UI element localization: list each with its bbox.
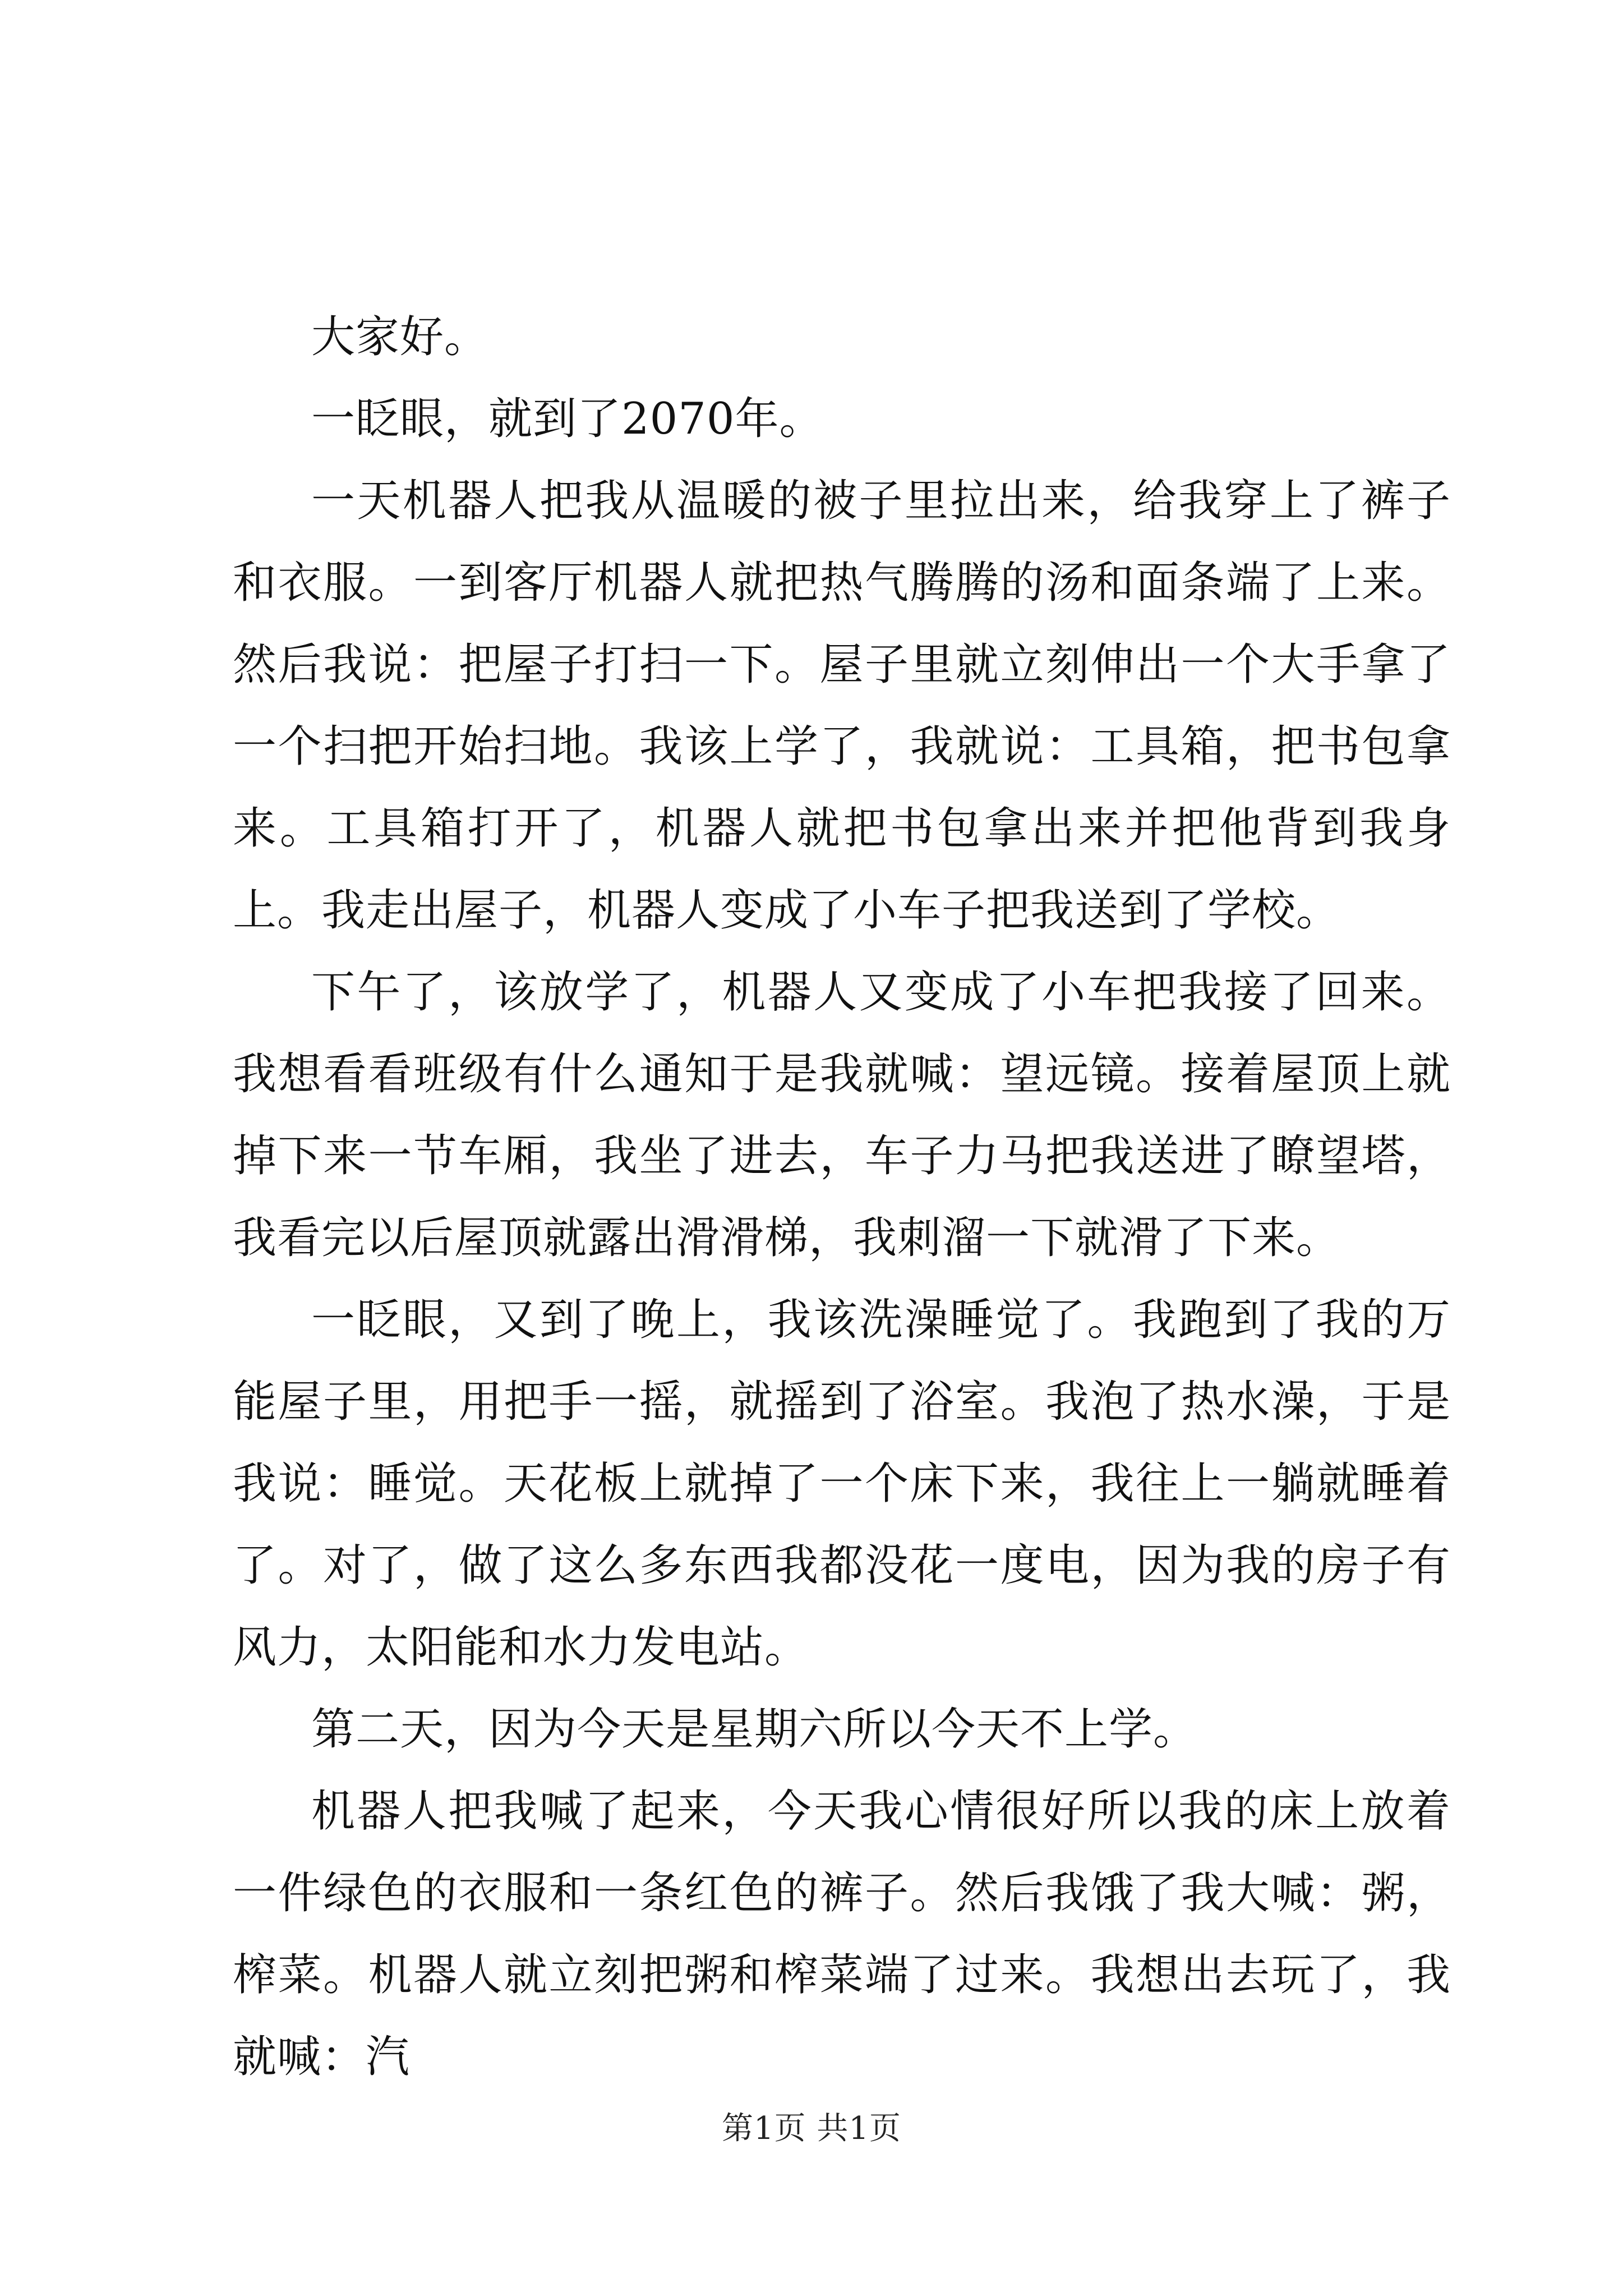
paragraph-morning: 一天机器人把我从温暖的被子里拉出来，给我穿上了裤子和衣服。一到客厅机器人就把热气腾腾的汤和面条端了上来。然后我说：把屋子打扫一下。屋子里就立刻伸出一个大手拿了一个扫把开始扫地。我该上学了，我就说：工具箱，把书包拿来。工具箱打开了，机器人就把书包拿出来并把他背到我身上。我走出屋子，机器人变成了小车子把我送到了学校。	[233, 476, 1451, 936]
paragraph-saturday: 机器人把我喊了起来，今天我心情很好所以我的床上放着一件绿色的衣服和一条红色的裤子。然后我饿了我大喊：粥，榨菜。机器人就立刻把粥和榨菜端了过来。我想出去玩了，我就喊：汽	[233, 1786, 1451, 2082]
paragraph-afternoon: 下午了，该放学了，机器人又变成了小车把我接了回来。我想看看班级有什么通知于是我就喊：望远镜。接着屋顶上就掉下来一节车厢，我坐了进去，车子力马把我送进了瞭望塔，我看完以后屋顶就露出滑滑梯，我刺溜一下就滑了下来。	[233, 967, 1451, 1263]
paragraph-greeting: 大家好。	[311, 312, 489, 362]
paragraph-evening: 一眨眼，又到了晚上，我该洗澡睡觉了。我跑到了我的万能屋子里，用把手一摇，就摇到了浴室。我泡了热水澡，于是我说：睡觉。天花板上就掉了一个床下来，我往上一躺就睡着了。对了，做了这么多东西我都没花一度电，因为我的房子有风力，太阳能和水力发电站。	[233, 1295, 1451, 1673]
page-number-footer: 第1页 共1页	[721, 2110, 902, 2147]
paragraph-next-day: 第二天，因为今天是星期六所以今天不上学。	[311, 1704, 1198, 1755]
document-body	[233, 296, 1451, 2098]
paragraph-time-jump: 一眨眼，就到了2070年。	[311, 394, 824, 444]
